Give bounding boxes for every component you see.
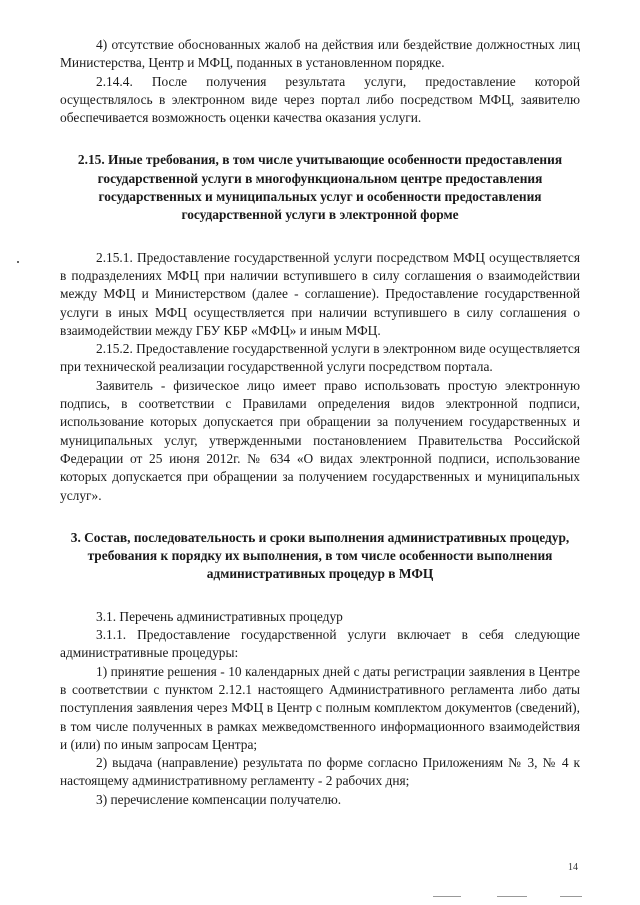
paragraph-3-1: 3.1. Перечень административных процедур xyxy=(96,608,343,624)
scan-artifact-line xyxy=(433,896,461,897)
paragraph-2-15-2: 2.15.2. Предоставление государственной услуги в электронном виде осуществляется при технической реализации государственной услуги посредством портала. xyxy=(60,341,580,375)
heading-section-3: 3. Состав, последовательность и сроки выполнения административных процедур, требования к порядку их выполнения, в том числе особенности выполнения административных процедур в МФЦ xyxy=(70,529,570,582)
list-item-issuance: 2) выдача (направление) результата по форме согласно Приложениям № 3, № 4 к настоящему административному регламенту - 2 рабочих дня; xyxy=(60,755,580,789)
paragraph-2-15-1: 2.15.1. Предоставление государственной услуги посредством МФЦ осуществляется в подразделениях МФЦ при наличии вступившего в силу соглашения о взаимодействии между МФЦ и Министерством (далее - соглашение). Предоставление государственной услуги в иных МФЦ осуществляется при наличии вступившего в силу соглашения о взаимодействии между ГБУ КБР «МФЦ» и иным МФЦ. xyxy=(60,249,580,338)
paragraph-applicant-signature: Заявитель - физическое лицо имеет право использовать простую электронную подпись, в соответствии с Правилами определения видов электронной подписи, использование которых допускается при обращении за получением государственных и муниципальных услуг, утвержденными постановлением Правительства Российской Федерации от 25 июня 2012г. № 634 «О видах электронной подписи, использование которых допускается при обращении за получением государственных и муниципальных услуг». xyxy=(60,377,580,503)
page-number: 14 xyxy=(568,862,578,873)
list-item-compensation: 3) перечисление компенсации получателю. xyxy=(96,791,342,807)
heading-2-15: 2.15. Иные требования, в том числе учитывающие особенности предоставления государственной услуги в многофункциональном центре предоставления государственных и муниципальных услуг и особенности предоставления государственной услуги в электронной форме xyxy=(77,152,563,223)
scan-artifact-line xyxy=(560,896,582,897)
page-body xyxy=(60,36,580,809)
scan-speck xyxy=(17,261,19,263)
scan-artifact-line xyxy=(497,896,527,897)
list-item-decision: 1) принятие решения - 10 календарных дней с даты регистрации заявления в Центре в соответствии с пунктом 2.12.1 настоящего Административного регламента либо даты поступления заявления через МФЦ в Центр с полным комплектом документов (сведений), в том числе полученных в рамках межведомственного информационного взаимодействия и (или) по иным запросам Центра; xyxy=(60,663,580,752)
paragraph-2-14-4: 2.14.4. После получения результата услуги, предоставление которой осуществлялось в электронном виде через портал либо посредством МФЦ, заявителю обеспечивается возможность оценки качества оказания услуги. xyxy=(60,73,580,126)
paragraph-3-1-1: 3.1.1. Предоставление государственной услуги включает в себя следующие административные процедуры: xyxy=(60,627,580,661)
paragraph-item-4: 4) отсутствие обоснованных жалоб на действия или бездействие должностных лиц Министерства, Центр и МФЦ, поданных в установленном порядке. xyxy=(60,37,580,71)
